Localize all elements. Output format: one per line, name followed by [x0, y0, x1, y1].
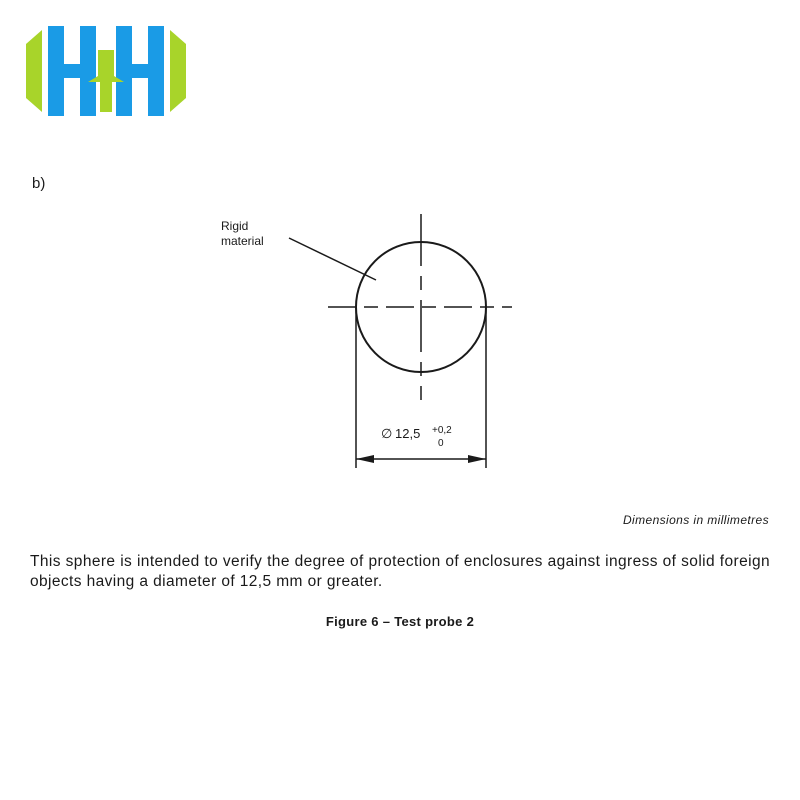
- body-paragraph: This sphere is intended to verify the degree of protection of enclosures against ingress of solid foreign objects having a diameter of 12,5 mm or greater.: [30, 553, 770, 590]
- tolerance-lower: 0: [438, 438, 444, 449]
- material-label-line1: Rigid: [221, 219, 249, 233]
- leader-line: [289, 238, 376, 280]
- tolerance-upper: +0,2: [432, 425, 452, 436]
- diameter-value: 12,5: [395, 426, 421, 441]
- subfigure-label: b): [32, 175, 46, 192]
- diameter-symbol: ∅: [381, 426, 393, 441]
- figure-caption: Figure 6 – Test probe 2: [325, 614, 475, 629]
- material-label-line2: material: [221, 234, 264, 248]
- dimensions-note: Dimensions in millimetres: [622, 513, 769, 527]
